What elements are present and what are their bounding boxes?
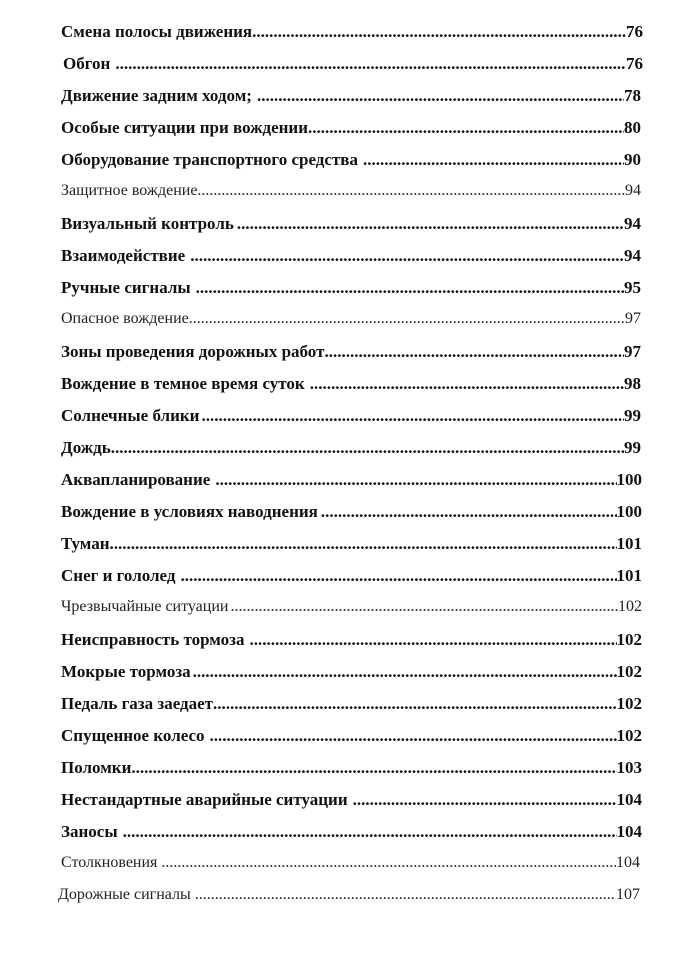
dot-leader <box>131 758 616 778</box>
toc-entry-page: 76 <box>626 22 643 41</box>
toc-entry[interactable] <box>61 438 641 462</box>
toc-entry[interactable] <box>61 118 641 142</box>
toc-entry-page: 76 <box>626 54 643 73</box>
toc-entry[interactable] <box>61 342 641 366</box>
dot-leader <box>201 406 624 426</box>
toc-entry-title: Оборудование транспортного средства <box>61 150 358 169</box>
toc-entry-title: Нестандартные аварийные ситуации <box>61 790 348 809</box>
toc-entry-title: Мокрые тормоза <box>61 662 191 681</box>
toc-entry-title: Визуальный контроль <box>61 214 234 233</box>
toc-entry[interactable] <box>61 566 642 590</box>
dot-leader <box>257 86 624 106</box>
toc-entry-page: 78 <box>624 86 641 105</box>
toc-entry-title: Чрезвычайные ситуации <box>61 598 229 615</box>
toc-entry-title: Вождение в темное время суток <box>61 374 305 393</box>
toc-entry-page: 102 <box>616 630 642 649</box>
toc-entry[interactable] <box>63 54 643 78</box>
dot-leader <box>210 726 617 746</box>
toc-entry-title: Заносы <box>61 822 118 841</box>
toc-entry[interactable] <box>61 278 641 302</box>
toc-entry[interactable] <box>61 726 642 750</box>
toc-entry-page: 94 <box>624 246 641 265</box>
toc-entry-page: 97 <box>624 342 641 361</box>
toc-entry[interactable] <box>61 22 643 46</box>
dot-leader <box>213 694 616 714</box>
dot-leader <box>161 854 616 872</box>
toc-entry-title: Вождение в условиях наводнения <box>61 502 318 521</box>
toc-entry-page: 90 <box>624 150 641 169</box>
dot-leader <box>363 150 624 170</box>
toc-entry-page: 100 <box>616 470 642 489</box>
toc-entry[interactable] <box>61 694 642 718</box>
toc-entry[interactable] <box>61 374 641 398</box>
dot-leader <box>123 822 617 842</box>
toc-entry[interactable] <box>61 854 640 878</box>
toc-entry-page: 102 <box>616 662 642 681</box>
toc-entry-page: 102 <box>616 694 642 713</box>
toc-entry-page: 104 <box>616 854 640 871</box>
toc-entry-page: 104 <box>616 822 642 841</box>
toc-entry-title: Опасное вождение <box>61 310 189 327</box>
toc-entry-page: 94 <box>624 214 641 233</box>
toc-entry[interactable] <box>61 758 642 782</box>
toc-entry[interactable] <box>61 86 641 110</box>
toc-entry[interactable] <box>61 822 642 846</box>
toc-entry-page: 99 <box>624 438 641 457</box>
toc-entry-page: 80 <box>624 118 641 137</box>
toc-entry[interactable] <box>61 150 641 174</box>
toc-entry-page: 101 <box>616 534 642 553</box>
toc-entry[interactable] <box>61 246 641 270</box>
toc-entry-title: Защитное вождение <box>61 182 198 199</box>
toc-entry[interactable] <box>61 502 642 526</box>
dot-leader <box>110 534 617 554</box>
toc-entry-page: 107 <box>616 886 640 903</box>
dot-leader <box>111 438 624 458</box>
toc-entry[interactable] <box>61 598 642 622</box>
dot-leader <box>195 886 616 904</box>
toc-entry-page: 94 <box>625 182 641 199</box>
dot-leader <box>180 566 616 586</box>
dot-leader <box>308 118 624 138</box>
dot-leader <box>249 630 616 650</box>
toc-entry-title: Обгон <box>63 54 111 73</box>
toc-entry-page: 95 <box>624 278 641 297</box>
toc-entry[interactable] <box>61 310 641 334</box>
toc-entry-title: Смена полосы движения <box>61 22 253 41</box>
dot-leader <box>310 374 624 394</box>
toc-entry[interactable] <box>61 214 641 238</box>
toc-entry-title: Педаль газа заедает <box>61 694 214 713</box>
toc-entry[interactable] <box>58 886 640 910</box>
dot-leader <box>115 54 626 74</box>
toc-entry-title: Особые ситуации при вождении <box>61 118 309 137</box>
toc-entry-title: Дождь <box>61 438 111 457</box>
toc-entry[interactable] <box>61 790 642 814</box>
toc-entry-title: Зоны проведения дорожных работ <box>61 342 325 361</box>
toc-entry-title: Неисправность тормоза <box>61 630 245 649</box>
toc-entry-title: Туман <box>61 534 110 553</box>
toc-entry-title: Снег и гололед <box>61 566 176 585</box>
toc-entry-page: 98 <box>624 374 641 393</box>
toc-entry-title: Спущенное колесо <box>61 726 205 745</box>
dot-leader <box>353 790 617 810</box>
dot-leader <box>321 502 617 522</box>
toc-entry-title: Ручные сигналы <box>61 278 191 297</box>
toc-entry-page: 103 <box>616 758 642 777</box>
dot-leader <box>230 598 618 616</box>
dot-leader <box>324 342 624 362</box>
dot-leader <box>197 182 625 200</box>
toc-entry[interactable] <box>61 630 642 654</box>
toc-entry[interactable] <box>61 470 642 494</box>
toc-entry-page: 102 <box>618 598 642 615</box>
toc-entry-page: 101 <box>616 566 642 585</box>
toc-entry-page: 100 <box>616 502 642 521</box>
toc-entry-page: 102 <box>616 726 642 745</box>
toc-entry-title: Солнечные блики <box>61 406 200 425</box>
toc-entry-title: Дорожные сигналы <box>58 886 191 903</box>
toc-entry[interactable] <box>61 182 641 206</box>
toc-entry-page: 104 <box>616 790 642 809</box>
toc-entry[interactable] <box>61 662 642 686</box>
toc-entry-title: Взаимодействие <box>61 246 186 265</box>
toc-entry-title: Аквапланирование <box>61 470 211 489</box>
toc-entry-title: Столкновения <box>61 854 158 871</box>
dot-leader <box>215 470 616 490</box>
toc-entry[interactable] <box>61 534 642 558</box>
toc-entry-page: 99 <box>624 406 641 425</box>
dot-leader <box>237 214 624 234</box>
dot-leader <box>196 278 624 298</box>
dot-leader <box>190 246 624 266</box>
dot-leader <box>193 662 617 682</box>
toc-entry-title: Поломки <box>61 758 132 777</box>
toc-entry-title: Движение задним ходом; <box>61 86 252 105</box>
dot-leader <box>189 310 625 328</box>
dot-leader <box>252 22 626 42</box>
toc-entry[interactable] <box>61 406 641 430</box>
toc-entry-page: 97 <box>625 310 641 327</box>
